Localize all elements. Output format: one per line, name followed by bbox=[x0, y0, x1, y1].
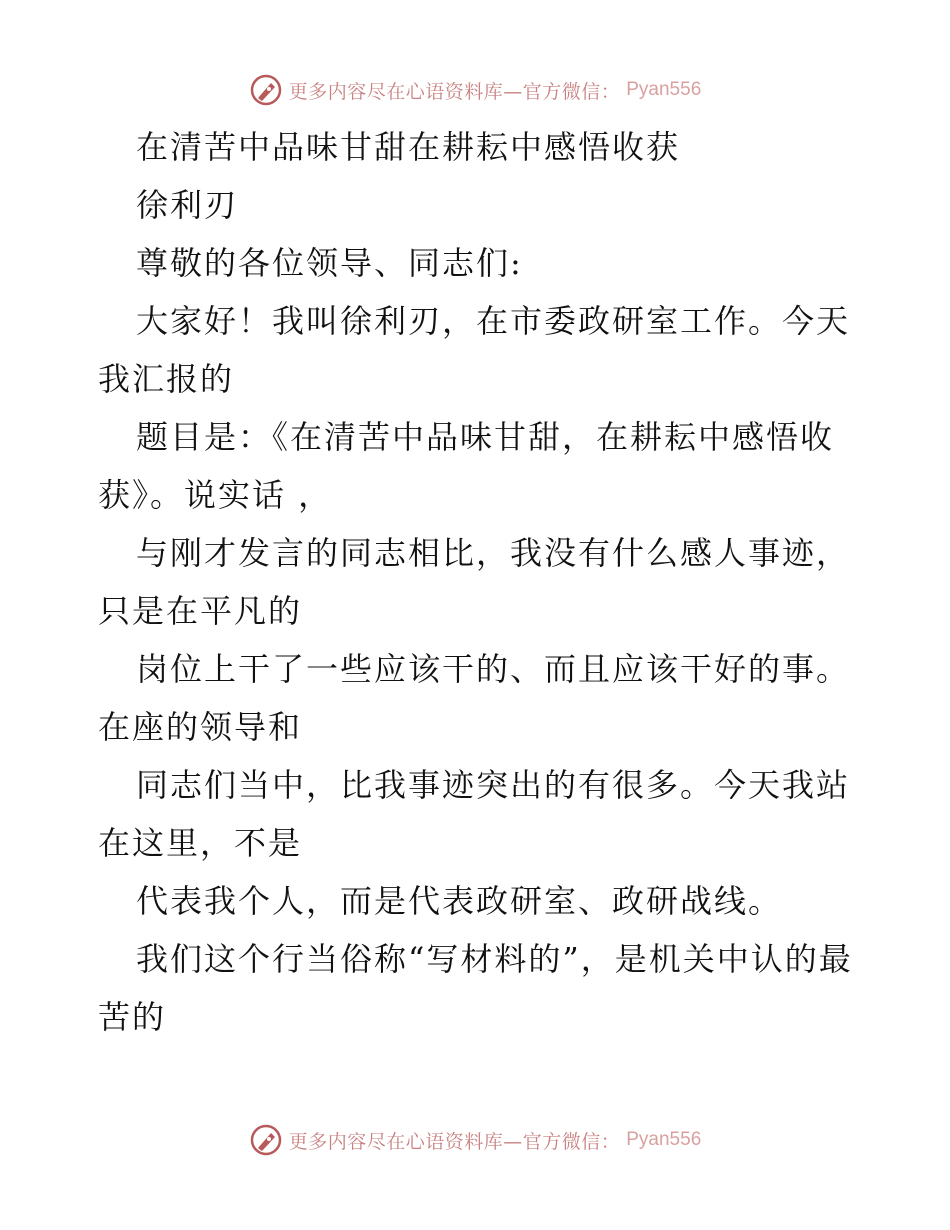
document-title: 在清苦中品味甘甜在耕耘中感悟收获 bbox=[136, 128, 681, 166]
paragraph: 题目是：《在清苦中品味甘甜，在耕耘中感悟收获》。说实话 ， bbox=[98, 418, 835, 514]
paragraph: 与刚才发言的同志相比，我没有什么感人事迹，只是在平凡的 bbox=[98, 534, 851, 630]
paragraph: 我们这个行当俗称“写材料的”，是机关中认的最苦的 bbox=[98, 940, 853, 1036]
paragraph: 同志们当中，比我事迹突出的有很多。今天我站在这里，不是 bbox=[98, 766, 851, 862]
document-author: 徐利刃 bbox=[136, 186, 239, 224]
banner-wechat-id: Pyan556 bbox=[626, 1129, 702, 1150]
banner-wechat-id: Pyan556 bbox=[626, 79, 702, 100]
banner-text: 更多内容尽在心语资料库—官方微信： bbox=[288, 80, 621, 103]
paragraph: 代表我个人，而是代表政研室、政研战线。 bbox=[136, 882, 783, 920]
paragraph: 岗位上干了一些应该干的、而且应该干好的事。在座的领导和 bbox=[98, 650, 851, 746]
footer-banner bbox=[0, 1120, 950, 1160]
pen-nib-logo-icon bbox=[249, 1123, 283, 1157]
pen-nib-logo-icon bbox=[249, 73, 283, 107]
document-body bbox=[98, 118, 858, 1046]
paragraph: 大家好！我叫徐利刃，在市委政研室工作。今天我汇报的 bbox=[98, 302, 851, 398]
salutation: 尊敬的各位领导、同志们: bbox=[136, 244, 523, 282]
header-banner bbox=[0, 70, 950, 110]
banner-text: 更多内容尽在心语资料库—官方微信： bbox=[288, 1130, 621, 1153]
